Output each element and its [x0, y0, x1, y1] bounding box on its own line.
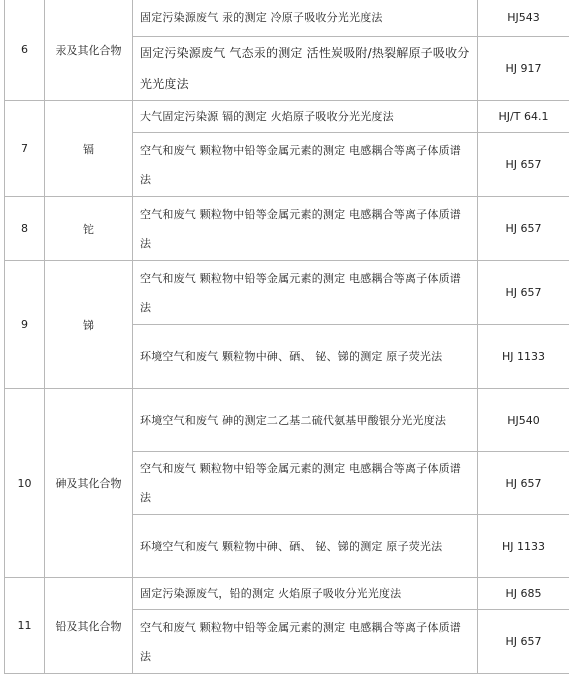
- row-number: 11: [5, 578, 45, 674]
- pollutant-name: 汞及其化合物: [45, 0, 133, 101]
- standard-code: HJ 917: [478, 37, 569, 101]
- pollutant-name: 砷及其化合物: [45, 389, 133, 578]
- standard-code: HJ 657: [478, 261, 569, 325]
- method-name: 固定污染源废气 气态汞的测定 活性炭吸附/热裂解原子吸收分光光度法: [133, 37, 478, 101]
- pollutant-name: 铅及其化合物: [45, 578, 133, 674]
- method-name: 固定污染源废气，铅的测定 火焰原子吸收分光光度法: [133, 578, 478, 610]
- method-name: 环境空气和废气 砷的测定二乙基二硫代氨基甲酸银分光光度法: [133, 389, 478, 452]
- standard-code: HJ 657: [478, 197, 569, 261]
- table-row: [5, 578, 569, 610]
- method-name: 空气和废气 颗粒物中铅等金属元素的测定 电感耦合等离子体质谱法: [133, 133, 478, 197]
- row-number: 6: [5, 0, 45, 101]
- method-name: 固定污染源废气 汞的测定 冷原子吸收分光光度法: [133, 0, 478, 37]
- standard-code: HJ 1133: [478, 515, 569, 578]
- row-number: 8: [5, 197, 45, 261]
- standard-code: HJ 657: [478, 452, 569, 515]
- standard-code: HJ 1133: [478, 325, 569, 389]
- method-name: 环境空气和废气 颗粒物中砷、硒、 铋、锑的测定 原子荧光法: [133, 325, 478, 389]
- table-row: [5, 261, 569, 325]
- standard-code: HJ/T 64.1: [478, 101, 569, 133]
- method-name: 空气和废气 颗粒物中铅等金属元素的测定 电感耦合等离子体质谱法: [133, 452, 478, 515]
- method-name: 空气和废气 颗粒物中铅等金属元素的测定 电感耦合等离子体质谱法: [133, 197, 478, 261]
- standard-code: HJ543: [478, 0, 569, 37]
- row-number: 9: [5, 261, 45, 389]
- standard-code: HJ 657: [478, 610, 569, 674]
- method-name: 大气固定污染源 镉的测定 火焰原子吸收分光光度法: [133, 101, 478, 133]
- pollutant-name: 镉: [45, 101, 133, 197]
- table-row: [5, 389, 569, 452]
- table-row: [5, 197, 569, 261]
- method-name: 空气和废气 颗粒物中铅等金属元素的测定 电感耦合等离子体质谱法: [133, 610, 478, 674]
- pollutant-name: 锑: [45, 261, 133, 389]
- table-row: [5, 0, 569, 37]
- standard-code: HJ540: [478, 389, 569, 452]
- standards-table: [4, 0, 569, 674]
- row-number: 7: [5, 101, 45, 197]
- standard-code: HJ 685: [478, 578, 569, 610]
- method-name: 空气和废气 颗粒物中铅等金属元素的测定 电感耦合等离子体质谱法: [133, 261, 478, 325]
- row-number: 10: [5, 389, 45, 578]
- table-row: [5, 101, 569, 133]
- standard-code: HJ 657: [478, 133, 569, 197]
- method-name: 环境空气和废气 颗粒物中砷、硒、 铋、锑的测定 原子荧光法: [133, 515, 478, 578]
- pollutant-name: 铊: [45, 197, 133, 261]
